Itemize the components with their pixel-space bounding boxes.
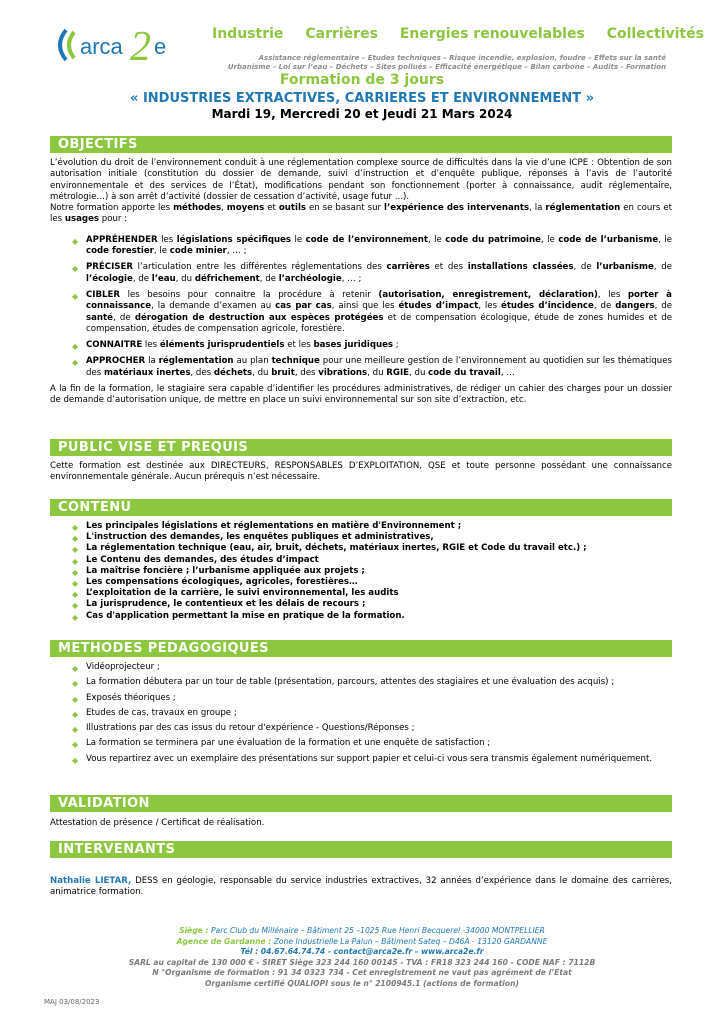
diamond-bullet-icon: ◆ [72,664,79,673]
diamond-bullet-icon: ◆ [72,679,79,689]
list-item: ◆ L'instruction des demandes, les enquêtes publiques et administratives, [72,532,434,544]
dates: Mardi 19, Mercredi 20 et Jeudi 21 Mars 2024 [211,107,513,121]
diamond-bullet-icon: ◆ [72,556,79,566]
footer-agence: Agence de Gardanne : Zone Industrielle La Palun – Bâtiment Sateq – D46A - 13120 GARDANNE [176,936,548,946]
list-item: ◆ Le Contenu des demandes, des études d’impact [72,554,319,566]
list-item: ◆ APPRÉHENDER les législations spécifiques le code de l’environnement, le code du patrimoine, le code de l’urbanisme, le code forestier, le code minier, … ; [72,234,673,257]
formation-title: Formation de 3 jours [279,72,445,88]
diamond-bullet-icon: ◆ [72,590,79,600]
category-industrie: Industrie [212,26,284,42]
methodes-body [50,662,672,765]
list-item: ◆ CIBLER les besoins pour connaitre la procédure à retenir (autorisation, enregistrement, déclaration), les porter à connaissance, la demande d’examen au cas par cas, ainsi que les études d’impact, les études d’incidence, de dangers, de santé, de dérogation de destruction aux espèces protégées et de compensation écologique, étude de zones humides et de compensation, études de compensation agricole, forestière. [72,289,672,334]
category-collectivites: Collectivités [606,26,704,42]
diamond-bullet-icon: ◆ [72,567,79,577]
tagline-line-2: Urbanisme – Loi sur l’eau – Déchets – Sites pollués – Efficacité énergétique – Bilan carbone – Audits - Formation [227,63,666,71]
footer-qualiopi: Organisme certifié QUALIOPI sous le n° 2100945.1 (actions de formation) [204,978,520,988]
list-item: ◆ L’exploitation de la carrière, le suivi environnemental, les audits [72,588,399,600]
section-header-objectifs: OBJECTIFS [50,136,672,153]
objectifs-list [50,235,672,379]
diamond-bullet-icon: ◆ [72,545,79,555]
list-item: ◆ APPROCHER la réglementation au plan technique pour une meilleure gestion de l’environnement au quotidien sur les thématiques des matériaux inertes, des déchets, du bruit, des vibrations, du RGIE, du code du travail, … [72,356,672,378]
list-item: ◆ La formation débutera par un tour de table (présentation, parcours, attentes des stagiaires et une évaluation des acquis) ; [72,677,615,689]
category-carrieres: Carrières [305,26,378,42]
contenu-list [50,521,672,622]
objectifs-body [50,158,672,407]
diamond-bullet-icon: ◆ [72,755,79,765]
list-item: ◆ La jurisprudence, le contentieux et les délais de recours ; [72,599,366,611]
intervenant-description: DESS en géologie, responsable du service industries extractives, 32 années d’expérience dans le domaine des carrières, animatrice formation. [50,876,672,898]
diamond-bullet-icon: ◆ [72,740,79,750]
list-item: ◆ PRÉCISER l’articulation entre les différentes réglementations des carrières et des installations classées, de l’urbanisme, de l’écologie, de l’eau, du défrichement, de l’archéologie, … ; [72,262,672,284]
update-date: MAJ 03/08/2023 [44,998,100,1006]
contenu-body [50,521,672,622]
footer [0,926,724,989]
footer-sarl: SARL au capital de 130 000 € - SIRET Siège 323 244 160 00145 - TVA : FR18 323 244 160 - CODE NAF : 7112B [128,957,596,967]
section-header-intervenants: INTERVENANTS [50,841,672,858]
tagline-line-1: Assistance réglementaire – Etudes techniques – Risque incendie, explosion, foudre – Effets sur la santé [258,54,666,62]
svg-text:2: 2 [130,24,151,70]
category-nav [212,26,704,42]
objectifs-intro: L’évolution du droit de l’environnement conduit à une réglementation complexe source de difficultés dans la vie d’une ICPE : Obtention de son autorisation initiale (constitution du dossier de demande, suivi d’instruction et d’enquête publique, réponses à l’avis de l’autorité environnementale et des services de l’État), modifications pendant son fonctionnement (porter à connaissance, audit réglementaire, métrologie…) à son arrêt d’activité (dossier de cessation d’activité, usage futur ...). [50,158,672,202]
main-title: « INDUSTRIES EXTRACTIVES, CARRIERES ET ENVIRONNEMENT » [130,91,594,106]
diamond-bullet-icon: ◆ [72,342,79,352]
list-item: ◆ La réglementation technique (eau, air, bruit, déchets, matériaux inertes, RGIE et Code du travail etc.) ; [72,543,587,555]
category-energies: Energies renouvelables [399,26,585,42]
section-header-contenu: CONTENU [50,499,672,516]
intervenant-entry [50,876,672,899]
list-item: ◆ Les principales législations et réglementations en matière d'Environnement ; [72,521,462,532]
list-item: ◆ La formation se terminera par une évaluation de la formation et une enquête de satisfaction ; [72,738,491,750]
objectifs-conclusion: A la fin de la formation, le stagiaire sera capable d’identifier les procédures administratives, de rédiger un cahier des charges pour un dossier de demande d’autorisation unique, de mettre en place un suivi environnemental sur son site d’extraction, etc. [50,384,672,406]
diamond-bullet-icon: ◆ [72,709,79,719]
tagline [150,54,666,72]
svg-text:arca: arca [80,34,123,59]
methodes-list [50,662,672,765]
validation-text: Attestation de présence / Certificat de réalisation. [50,818,265,828]
diamond-bullet-icon: ◆ [72,579,79,589]
list-item: ◆ Les compensations écologiques, agricoles, forestières… [72,577,358,589]
section-header-public: PUBLIC VISE ET PREQUIS [50,439,672,456]
list-item: ◆ CONNAITRE les éléments jurisprudentiels et les bases juridiques ; [72,340,399,352]
diamond-bullet-icon: ◆ [72,236,79,246]
section-header-validation: VALIDATION [50,795,672,812]
objectifs-intro-2: Notre formation apporte les méthodes, moyens et outils en se basant sur l’expérience des intervenants, la réglementation en cours et les usages pour : [50,203,672,225]
diamond-bullet-icon: ◆ [72,601,79,611]
footer-siege: Siège : Parc Club du Millénaire – Bâtiment 25 –1025 Rue Henri Becquerel -34000 MONTPELLIER [179,926,545,935]
diamond-bullet-icon: ◆ [72,523,79,532]
list-item: ◆ Cas d'application permettant la mise en pratique de la formation. [72,610,405,622]
public-text: Cette formation est destinée aux DIRECTEURS, RESPONSABLES D’EXPLOITATION, QSE et toute personne possédant une connaissance environnementale générale. Aucun prérequis n’est nécessaire. [50,461,672,483]
diamond-bullet-icon: ◆ [72,612,79,622]
list-item: ◆ La maîtrise foncière ; l’urbanisme appliquée aux projets ; [72,565,365,577]
diamond-bullet-icon: ◆ [72,358,79,368]
list-item: ◆ Vidéoprojecteur ; [72,662,160,673]
diamond-bullet-icon: ◆ [72,725,79,735]
diamond-bullet-icon: ◆ [72,534,79,544]
list-item: ◆ Illustrations par des cas issus du retour d'expérience - Questions/Réponses ; [72,723,415,735]
intervenant-name: Nathalie LIETAR, [50,876,132,886]
footer-contact: Tél : 04.67.64.74.74 - contact@arca2e.fr – www.arca2e.fr [240,947,484,956]
diamond-bullet-icon: ◆ [72,291,79,301]
diamond-bullet-icon: ◆ [72,694,79,704]
list-item: ◆ Vous repartirez avec un exemplaire des présentations sur support papier et celui-ci vous sera transmis également numériquement. [72,753,653,765]
list-item: ◆ Exposés théoriques ; [72,692,176,704]
section-header-methodes: METHODES PEDAGOGIQUES [50,640,672,657]
svg-text:e: e [154,34,167,59]
list-item: ◆ Etudes de cas, travaux en groupe ; [72,707,237,719]
footer-organisme: N °Organisme de formation : 91 34 0323 734 - Cet enregistrement ne vaut pas agrément de l’Etat [152,968,572,977]
diamond-bullet-icon: ◆ [72,264,79,274]
